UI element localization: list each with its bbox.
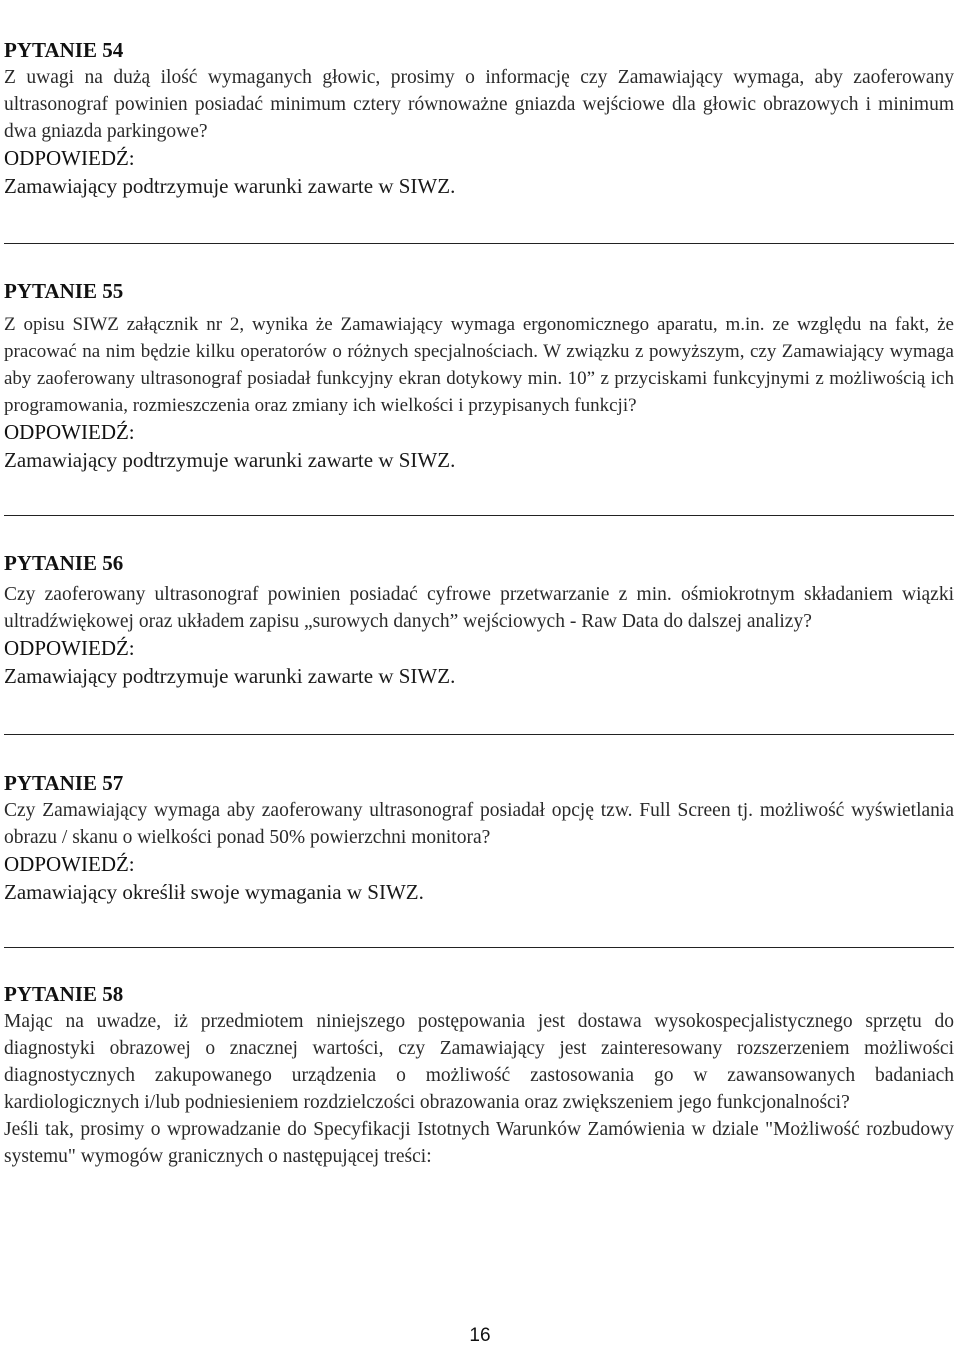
question-text-continued: Jeśli tak, prosimy o wprowadzanie do Specyfikacji Istotnych Warunków Zamówienia w dziale "Możliwość rozbudowy systemu" wymogów granicznych o następującej treści: [4,1119,954,1167]
question-text: Czy Zamawiający wymaga aby zaoferowany ultrasonograf posiadał opcję tzw. Full Screen tj. możliwość wyświetlania obrazu / skanu o wielkości ponad 50% powierzchni monitora? [4,800,954,848]
question-heading: PYTANIE 54 [4,38,124,62]
answer-label: ODPOWIEDŹ: [4,420,135,444]
question-text: Czy zaoferowany ultrasonograf powinien posiadać cyfrowe przetwarzanie z min. ośmiokrotnym składaniem wiązki ultradźwiękowej oraz układem zapisu „surowych danych” wejściowych - Raw Data do dalszej analizy? [4,584,954,632]
question-text: Z opisu SIWZ załącznik nr 2, wynika że Zamawiający wymaga ergonomicznego aparatu, m.in. ze względu na fakt, że pracować na nim będzie kilku operatorów o różnych specjalnościach. W związku z powyższym, czy Zamawiający wymaga aby zaoferowany ultrasonograf posiadał funkcyjny ekran dotykowy min. 10” z przyciskami funkcyjnymi z możliwością ich programowania, rozmieszczenia oraz zmiany ich wielkości i przypisanych funkcji? [4,314,954,416]
question-heading: PYTANIE 57 [4,771,124,795]
page-number: 16 [469,1325,491,1346]
answer-label: ODPOWIEDŹ: [4,146,135,170]
answer-label: ODPOWIEDŹ: [4,636,135,660]
question-54 [4,36,954,201]
question-57 [4,769,954,907]
answer-label: ODPOWIEDŹ: [4,852,135,876]
question-55 [4,277,954,475]
answer-text: Zamawiający podtrzymuje warunki zawarte w SIWZ. [4,664,456,688]
answer-text: Zamawiający określił swoje wymagania w SIWZ. [4,880,424,904]
answer-text: Zamawiający podtrzymuje warunki zawarte w SIWZ. [4,174,456,198]
question-heading: PYTANIE 56 [4,551,124,575]
question-text: Mając na uwadze, iż przedmiotem niniejszego postępowania jest dostawa wysokospecjalistycznego sprzętu do diagnostyki obrazowej o znacznej wartości, czy Zamawiający jest zainteresowany rozszerzeniem możliwości diagnostycznych zakupowanego urządzenia o możliwość zastosowania go w zawansowanych badaniach kardiologicznych i/lub podniesieniem rozdzielczości obrazowania oraz zwiększeniem jego funkcjonalności? [4,1011,954,1113]
answer-text: Zamawiający podtrzymuje warunki zawarte w SIWZ. [4,448,456,472]
question-58 [4,980,954,1170]
document-page [4,36,954,1170]
question-heading: PYTANIE 58 [4,982,124,1006]
question-56 [4,549,954,691]
question-heading: PYTANIE 55 [4,279,124,303]
question-text: Z uwagi na dużą ilość wymaganych głowic, prosimy o informację czy Zamawiający wymaga, aby zaoferowany ultrasonograf powinien posiadać minimum cztery równoważne gniazda wejściowe dla głowic obrazowych i minimum dwa gniazda parkingowe? [4,67,954,142]
